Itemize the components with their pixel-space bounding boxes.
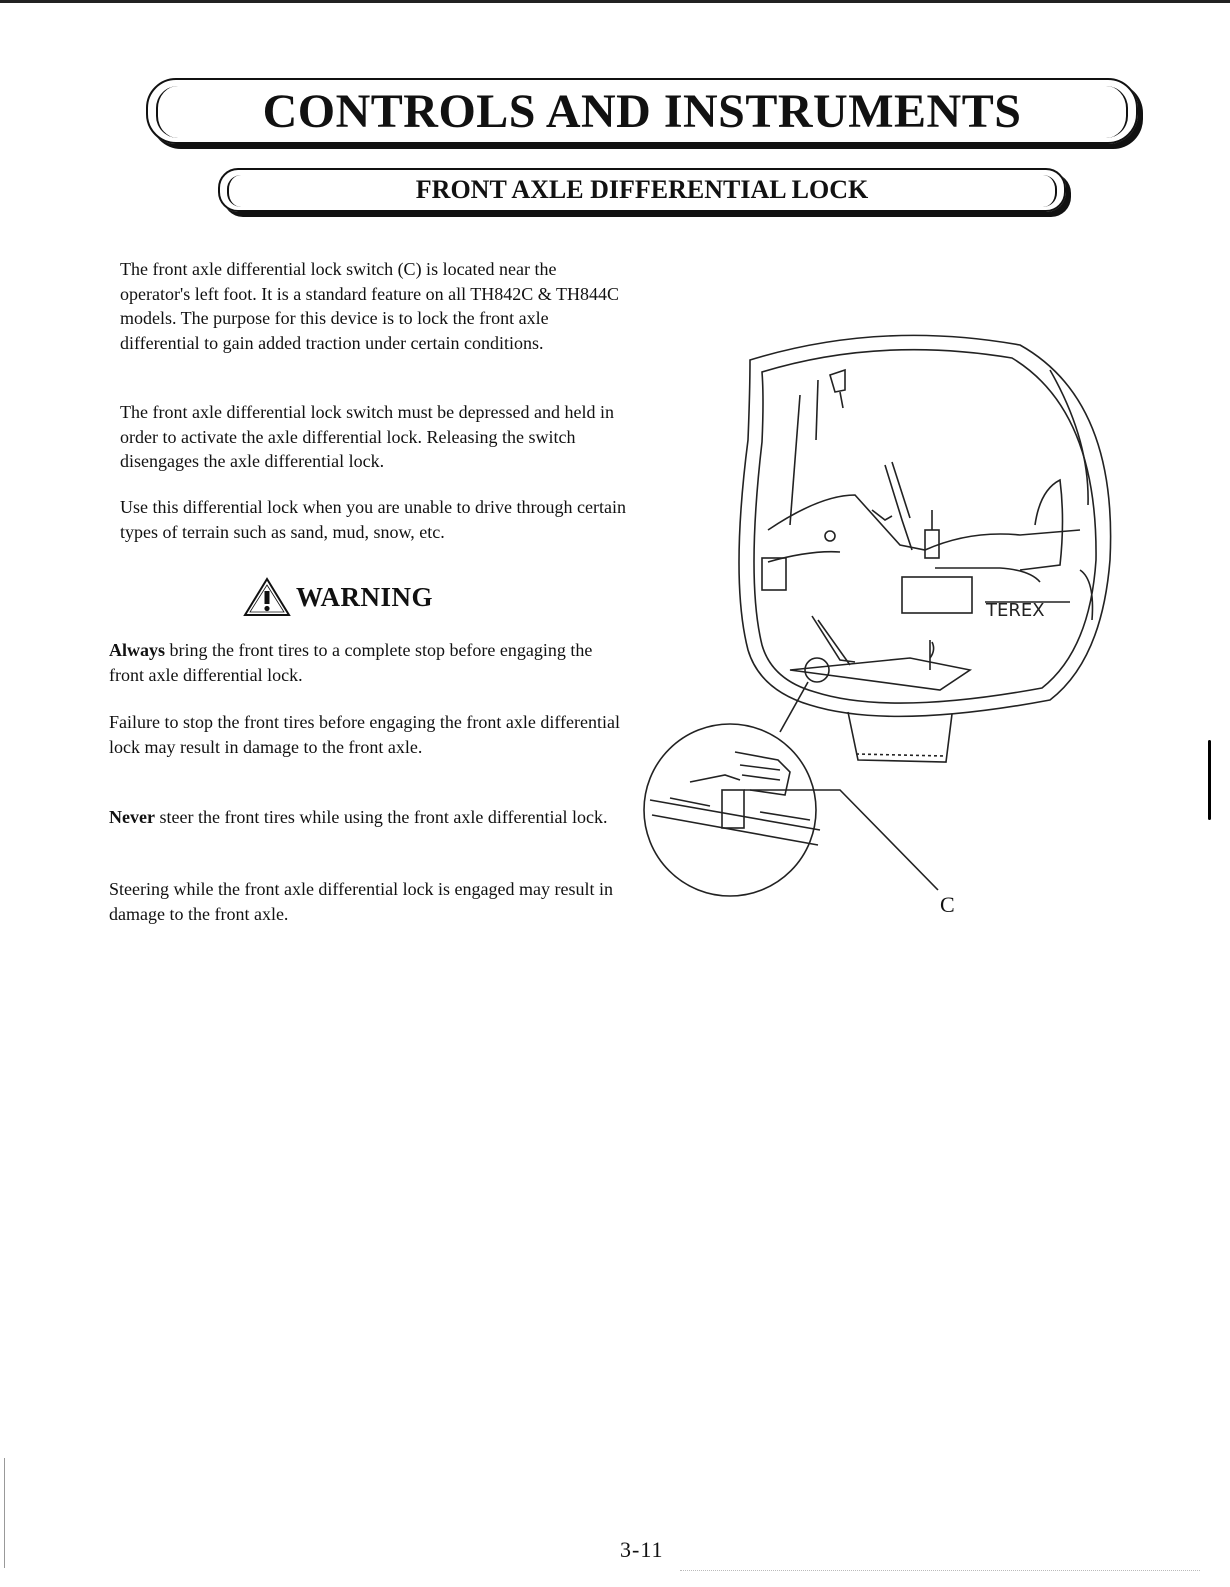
section-title: CONTROLS AND INSTRUMENTS bbox=[262, 84, 1022, 138]
scan-edge-mark bbox=[1208, 740, 1211, 820]
section-title-banner bbox=[146, 78, 1138, 144]
emphasis-never: Never bbox=[109, 807, 155, 827]
emphasis-always: Always bbox=[109, 640, 166, 660]
callout-label-c: C bbox=[940, 892, 955, 917]
warning-heading bbox=[242, 576, 433, 618]
activation-paragraph: The front axle differential lock switch must be depressed and held in order to activate the axle differential lock. Releasing the switch disengages the axle differential lock. bbox=[120, 402, 615, 471]
cab-interior-illustration bbox=[640, 320, 1130, 920]
warning-item-steering: Steering while the front axle differential lock is engaged may result in damage to the front axle. bbox=[109, 879, 614, 924]
warning-item-text: bring the front tires to a complete stop before engaging the front axle differential lock. bbox=[109, 640, 593, 685]
subsection-title-banner bbox=[218, 168, 1066, 212]
usage-paragraph: Use this differential lock when you are unable to drive through certain types of terrain such as sand, mud, snow, etc. bbox=[120, 497, 627, 542]
warning-item-failure: Failure to stop the front tires before engaging the front axle differential lock may result in damage to the front axle. bbox=[109, 712, 620, 757]
warning-item-never bbox=[109, 805, 629, 830]
page-number: 3-11 bbox=[620, 1537, 664, 1562]
warning-item-text: steer the front tires while using the front axle differential lock. bbox=[154, 807, 608, 827]
subsection-title: FRONT AXLE DIFFERENTIAL LOCK bbox=[415, 175, 869, 204]
top-rule bbox=[0, 0, 1230, 3]
scan-edge-mark bbox=[680, 1570, 1200, 1572]
warning-item-always bbox=[109, 638, 629, 687]
cab-outline bbox=[739, 335, 1111, 716]
warning-triangle-icon bbox=[242, 576, 292, 618]
scan-edge-mark bbox=[4, 1458, 5, 1568]
intro-paragraph: The front axle differential lock switch (C) is located near the operator's left foot. It is a standard feature on all TH842C & TH844C models. The purpose for this device is to lock the front axle differential to gain added traction under certain conditions. bbox=[120, 259, 619, 353]
cab-inner-outline bbox=[754, 350, 1096, 703]
warning-label: WARNING bbox=[296, 581, 434, 612]
brand-logo-text: TEREX bbox=[986, 600, 1045, 621]
